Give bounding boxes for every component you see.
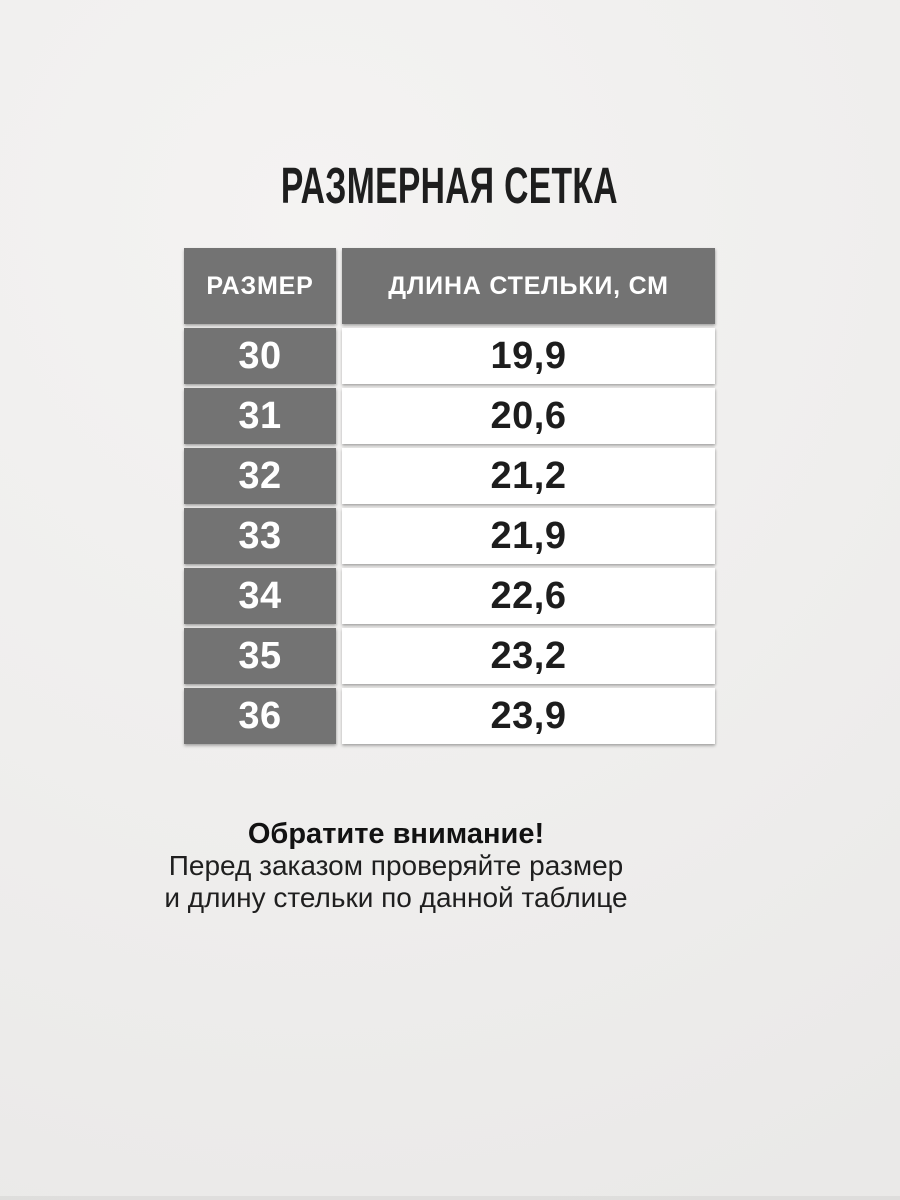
size-cell: 30: [184, 328, 336, 384]
size-cell: 36: [184, 688, 336, 744]
table-row: [184, 328, 715, 384]
insole-cell: 21,2: [342, 448, 715, 504]
table-row: [184, 568, 715, 624]
table-row: [184, 628, 715, 684]
note-line-1: Перед заказом проверяйте размер: [168, 850, 624, 881]
page-title: [184, 156, 715, 215]
header-size-cell: РАЗМЕР: [184, 248, 336, 324]
size-table: [184, 248, 715, 744]
insole-cell: 19,9: [342, 328, 715, 384]
insole-cell: 20,6: [342, 388, 715, 444]
attention-note: [146, 818, 646, 914]
table-row: [184, 688, 715, 744]
size-cell: 34: [184, 568, 336, 624]
insole-cell: 22,6: [342, 568, 715, 624]
size-cell: 32: [184, 448, 336, 504]
table-row: [184, 508, 715, 564]
size-cell: 35: [184, 628, 336, 684]
size-cell: 33: [184, 508, 336, 564]
note-heading: Обратите внимание!: [247, 818, 545, 850]
insole-cell: 21,9: [342, 508, 715, 564]
insole-cell: 23,9: [342, 688, 715, 744]
table-row: [184, 448, 715, 504]
header-insole-cell: ДЛИНА СТЕЛЬКИ, СМ: [342, 248, 715, 324]
insole-cell: 23,2: [342, 628, 715, 684]
page-title-text: РАЗМЕРНАЯ СЕТКА: [280, 157, 619, 214]
note-line-2: и длину стельки по данной таблице: [164, 882, 628, 913]
table-row: [184, 388, 715, 444]
size-cell: 31: [184, 388, 336, 444]
table-header-row: [184, 248, 715, 324]
